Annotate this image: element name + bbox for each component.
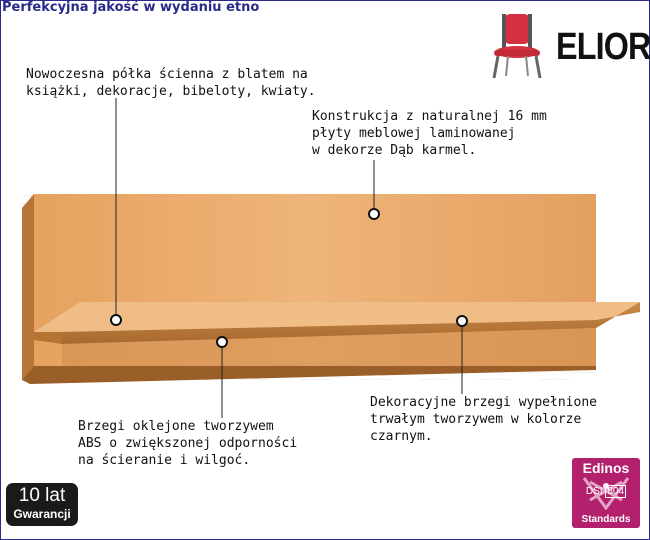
note-usage: Nowoczesna półka ścienna z blatem na książki, dekoracje, bibeloty, kwiaty. (26, 67, 316, 99)
certificate-standard (572, 486, 640, 497)
note-construction: Konstrukcja z naturalnej 16 mm płyty meblowej laminowanej w dekorze Dąb karmel. (312, 109, 547, 158)
brand-name: ELIOR (556, 26, 650, 68)
note-edges-abs: Brzegi oklejone tworzywem ABS o zwiększonej odporności na ścieranie i wilgoć. (78, 419, 298, 468)
callout-dot-1 (111, 315, 121, 325)
certificate-badge (572, 458, 640, 528)
certificate-standard-prefix: DSI (585, 486, 603, 497)
warranty-badge (6, 483, 78, 526)
page-title: Perfekcyjna jakość w wydaniu etno (2, 0, 260, 15)
warranty-label: Gwarancji (13, 507, 71, 521)
certificate-standard-label: Standards (581, 514, 631, 525)
warranty-years: 10 lat (18, 485, 66, 506)
note-edges-decorative: Dekoracyjne brzegi wypełnione trwałym tworzywem w kolorze czarnym. (370, 395, 597, 444)
shelf-back-edge (22, 194, 34, 380)
callout-dot-4 (457, 316, 467, 326)
callout-dot-3 (217, 337, 227, 347)
certificate-standard-number: 804 (607, 486, 625, 497)
certificate-name: Edinos (582, 460, 630, 476)
callout-dot-2 (369, 209, 379, 219)
